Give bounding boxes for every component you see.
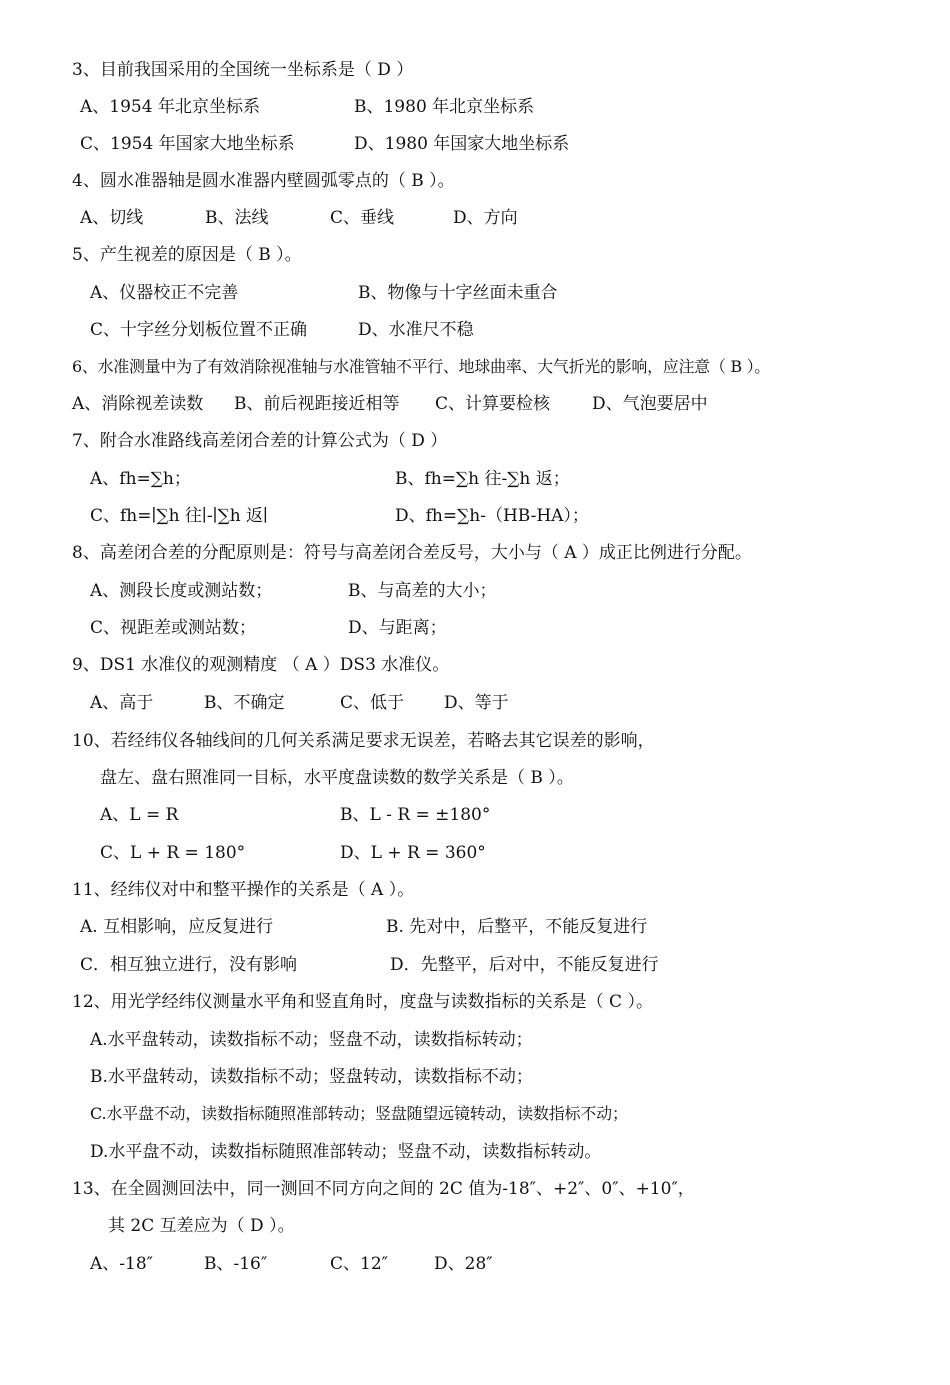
option-a: A、1954 年北京坐标系	[80, 97, 260, 117]
question-7-stem: 7、附合水准路线高差闭合差的计算公式为（ D ）	[72, 431, 448, 451]
question-10-stem: 10、若经纬仪各轴线间的几何关系满足要求无误差，若略去其它误差的影响，	[72, 731, 655, 751]
option-b: B、物像与十字丝面未重合	[358, 283, 558, 303]
option-c: C、1954 年国家大地坐标系	[80, 134, 295, 154]
option-d: D、1980 年国家大地坐标系	[354, 134, 570, 154]
option-a: A、高于	[90, 693, 154, 713]
option-b: B. 先对中，后整平，不能反复进行	[386, 917, 648, 937]
option-a: A、fh=∑h；	[90, 469, 191, 489]
question-12-option-d: D.水平盘不动，读数指标随照准部转动；竖盘不动，读数指标转动。	[90, 1142, 602, 1162]
question-12-option-b: B.水平盘转动，读数指标不动；竖盘转动，读数指标不动；	[90, 1067, 533, 1087]
option-d: D、等于	[444, 693, 509, 713]
option-d: D、气泡要居中	[592, 394, 708, 414]
question-13-stem: 13、在全圆测回法中，同一测回不同方向之间的 2C 值为-18″、+2″、0″、+10″，	[72, 1179, 695, 1199]
option-c: C、视距差或测站数；	[90, 618, 257, 638]
option-c: C、L + R = 180°	[100, 843, 246, 863]
option-c: C．相互独立进行，没有影响	[80, 955, 298, 975]
question-3-stem: 3、目前我国采用的全国统一坐标系是（ D ）	[72, 60, 414, 80]
option-c: C、低于	[340, 693, 405, 713]
question-5-stem: 5、产生视差的原因是（ B ）。	[72, 245, 302, 265]
option-d: D、方向	[453, 208, 518, 228]
question-12-option-c: C.水平盘不动，读数指标随照准部转动；竖盘随望远镜转动，读数指标不动；	[90, 1104, 628, 1123]
question-13-options-row-1	[90, 1253, 890, 1385]
question-9-stem: 9、DS1 水准仪的观测精度 （ A ）DS3 水准仪。	[72, 655, 450, 675]
option-c: C、计算要检核	[435, 394, 551, 414]
option-a: A、仪器校正不完善	[90, 283, 239, 303]
option-d: D、水准尺不稳	[358, 320, 474, 340]
option-d: D、与距离；	[348, 618, 447, 638]
option-a: A、测段长度或测站数；	[90, 581, 273, 601]
option-c: C、十字丝分划板位置不正确	[90, 320, 308, 340]
option-b: B、不确定	[204, 693, 285, 713]
option-b: B、-16″	[204, 1254, 268, 1274]
question-6-stem: 6、水准测量中为了有效消除视准轴与水准管轴不平行、地球曲率、大气折光的影响，应注意（ B ）。	[72, 357, 771, 376]
question-12-stem: 12、用光学经纬仪测量水平角和竖直角时，度盘与读数指标的关系是（ C ）。	[72, 992, 653, 1012]
option-b: B、与高差的大小；	[348, 581, 497, 601]
option-c: C、12″	[330, 1254, 388, 1274]
option-a: A、-18″	[90, 1254, 154, 1274]
option-d: D、L + R = 360°	[340, 843, 486, 863]
option-a: A、切线	[80, 208, 144, 228]
option-b: B、1980 年北京坐标系	[354, 97, 535, 117]
option-a: A. 互相影响，应反复进行	[80, 917, 274, 937]
question-11-stem: 11、经纬仪对中和整平操作的关系是（ A ）。	[72, 880, 415, 900]
option-c: C、垂线	[330, 208, 395, 228]
option-a: A、L = R	[100, 805, 179, 825]
question-13-stem-continued: 其 2C 互差应为（ D ）。	[108, 1216, 295, 1236]
option-b: B、前后视距接近相等	[234, 394, 400, 414]
option-b: B、L - R = ±180°	[340, 805, 491, 825]
option-b: B、法线	[205, 208, 269, 228]
option-a: A、消除视差读数	[72, 394, 204, 414]
option-d: D、fh=∑h-（HB-HA）；	[395, 506, 589, 526]
question-4-stem: 4、圆水准器轴是圆水准器内壁圆弧零点的（ B ）。	[72, 171, 455, 191]
option-d: D．先整平，后对中，不能反复进行	[390, 955, 659, 975]
question-10-stem-continued: 盘左、盘右照准同一目标，水平度盘读数的数学关系是（ B ）。	[100, 768, 574, 788]
question-8-stem: 8、高差闭合差的分配原则是：符号与高差闭合差反号，大小与（ A ）成正比例进行分配。	[72, 543, 752, 563]
option-b: B、fh=∑h 往-∑h 返；	[395, 469, 570, 489]
option-c: C、fh=∣∑h 往∣-∣∑h 返∣	[90, 506, 269, 526]
question-12-option-a: A.水平盘转动，读数指标不动；竖盘不动，读数指标转动；	[90, 1030, 533, 1050]
option-d: D、28″	[434, 1254, 493, 1274]
